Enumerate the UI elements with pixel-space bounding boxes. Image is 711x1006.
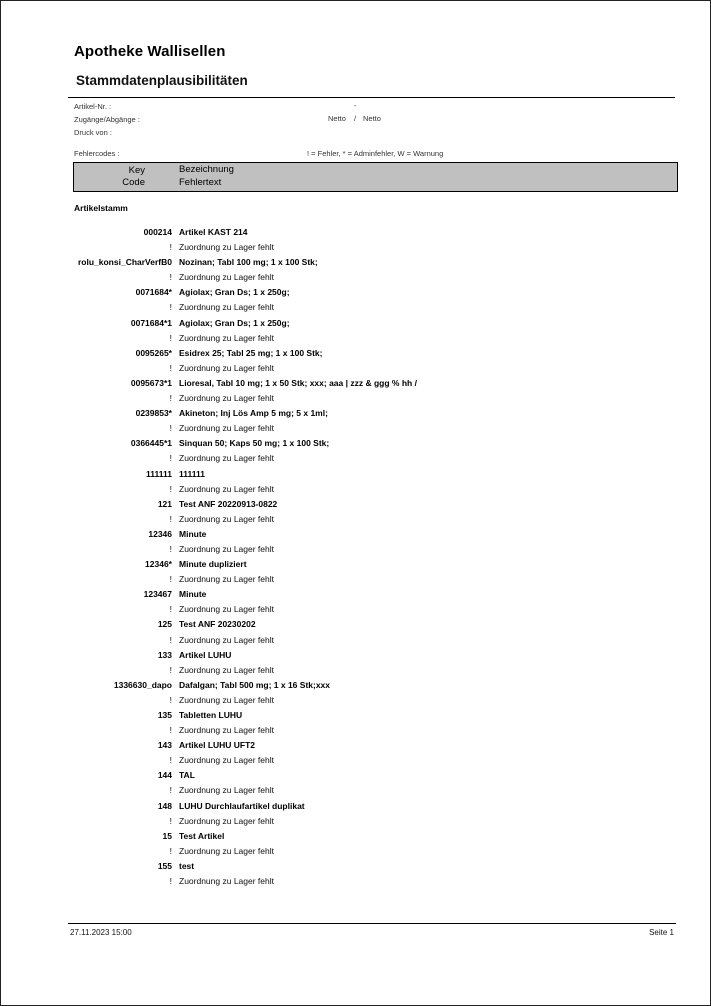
error-code: ! <box>169 483 172 494</box>
article-code: rolu_konsi_CharVerfB0 <box>77 257 172 268</box>
print-datetime: 27.11.2023 15:00 <box>70 928 132 937</box>
error-text: Zuordnung zu Lager fehlt <box>179 543 274 554</box>
error-text: Zuordnung zu Lager fehlt <box>179 362 274 373</box>
error-code: ! <box>169 725 172 736</box>
artikel-nr-value: - <box>354 101 357 110</box>
article-row <box>1 738 711 753</box>
error-text: Zuordnung zu Lager fehlt <box>179 634 274 645</box>
error-text: Zuordnung zu Lager fehlt <box>179 574 274 585</box>
error-row <box>1 874 711 889</box>
report-title: Stammdatenplausibilitäten <box>76 73 248 88</box>
error-text: Zuordnung zu Lager fehlt <box>179 332 274 343</box>
error-row <box>1 663 711 678</box>
error-row <box>1 512 711 527</box>
article-name: Sinquan 50; Kaps 50 mg; 1 x 100 Stk; <box>179 438 330 449</box>
article-name: Artikel LUHU UFT2 <box>179 740 256 751</box>
page-number: Seite 1 <box>649 928 674 937</box>
footer-divider <box>68 923 676 924</box>
error-text: Zuordnung zu Lager fehlt <box>179 272 274 283</box>
error-code: ! <box>169 574 172 585</box>
article-code: 0071684*1 <box>130 317 172 328</box>
article-name: Akineton; Inj Lös Amp 5 mg; 5 x 1ml; <box>179 408 328 419</box>
error-row <box>1 451 711 466</box>
article-row <box>1 859 711 874</box>
druck-label: Druck von : <box>74 128 112 137</box>
error-text: Zuordnung zu Lager fehlt <box>179 725 274 736</box>
article-name: test <box>179 860 195 871</box>
error-code: ! <box>169 815 172 826</box>
article-name: Dafalgan; Tabl 500 mg; 1 x 16 Stk;xxx <box>179 679 331 690</box>
error-code: ! <box>169 513 172 524</box>
error-row <box>1 542 711 557</box>
article-name: Minute <box>179 589 207 600</box>
error-row <box>1 391 711 406</box>
article-name: Test Artikel <box>179 830 225 841</box>
article-row <box>1 255 711 270</box>
error-row <box>1 361 711 376</box>
article-name: LUHU Durchlaufartikel duplikat <box>179 800 305 811</box>
article-code: 123467 <box>143 589 172 600</box>
article-name: Tabletten LUHU <box>179 710 243 720</box>
article-name: Nozinan; Tabl 100 mg; 1 x 100 Stk; <box>179 257 318 268</box>
article-code: 15 <box>162 830 172 841</box>
article-row <box>1 678 711 693</box>
error-code: ! <box>169 876 172 887</box>
article-code: 0095673*1 <box>130 377 172 388</box>
error-row <box>1 270 711 285</box>
article-row <box>1 225 711 240</box>
error-row <box>1 572 711 587</box>
error-row <box>1 814 711 829</box>
error-code: ! <box>169 785 172 796</box>
header-divider <box>68 97 675 98</box>
zugaenge-label: Zugänge/Abgänge : <box>74 115 140 124</box>
error-code: ! <box>169 362 172 373</box>
error-text: Zuordnung zu Lager fehlt <box>179 483 274 494</box>
article-name: Test ANF 20230202 <box>179 619 256 630</box>
error-code: ! <box>169 302 172 313</box>
article-code: 0366445*1 <box>130 438 172 449</box>
article-row <box>1 467 711 482</box>
fehlercodes-legend: ! = Fehler, * = Adminfehler, W = Warnung <box>307 149 444 158</box>
error-code: ! <box>169 604 172 615</box>
error-row <box>1 602 711 617</box>
error-text: Zuordnung zu Lager fehlt <box>179 604 274 615</box>
error-code: ! <box>169 423 172 434</box>
article-name: 111111 <box>179 468 206 479</box>
header-fehlertext: Fehlertext <box>179 177 222 188</box>
fehlercodes-label: Fehlercodes : <box>74 149 120 158</box>
article-name: Agiolax; Gran Ds; 1 x 250g; <box>179 287 290 298</box>
article-row <box>1 527 711 542</box>
article-code: 133 <box>157 649 172 660</box>
article-code: 111111 <box>145 468 172 479</box>
error-code: ! <box>169 694 172 705</box>
error-code: ! <box>169 664 172 675</box>
error-text: Zuordnung zu Lager fehlt <box>179 423 274 434</box>
article-code: 121 <box>157 498 172 509</box>
error-text: Zuordnung zu Lager fehlt <box>179 876 274 887</box>
error-text: Zuordnung zu Lager fehlt <box>179 453 274 464</box>
article-row <box>1 617 711 632</box>
header-bezeichnung: Bezeichnung <box>179 164 234 175</box>
error-text: Zuordnung zu Lager fehlt <box>179 755 274 766</box>
article-row <box>1 708 711 723</box>
article-row <box>1 497 711 512</box>
zugaenge-value-2: Netto <box>363 114 381 123</box>
article-row <box>1 557 711 572</box>
error-row <box>1 753 711 768</box>
article-name: Agiolax; Gran Ds; 1 x 250g; <box>179 317 290 328</box>
error-text: Zuordnung zu Lager fehlt <box>179 302 274 313</box>
error-code: ! <box>169 845 172 856</box>
article-name: Test ANF 20220913-0822 <box>179 498 278 509</box>
error-row <box>1 331 711 346</box>
article-name: Lioresal, Tabl 10 mg; 1 x 50 Stk; xxx; aaa | zzz & ggg % hh / <box>179 377 417 388</box>
article-code: 0239853* <box>135 408 172 419</box>
error-row <box>1 633 711 648</box>
article-name: Artikel LUHU <box>179 649 232 660</box>
error-text: Zuordnung zu Lager fehlt <box>179 664 274 675</box>
error-row <box>1 783 711 798</box>
article-row <box>1 346 711 361</box>
error-row <box>1 240 711 255</box>
error-text: Zuordnung zu Lager fehlt <box>179 694 274 705</box>
article-row <box>1 406 711 421</box>
article-code: 0095265* <box>135 347 172 358</box>
error-code: ! <box>169 755 172 766</box>
article-row <box>1 587 711 602</box>
artikel-nr-label: Artikel-Nr. : <box>74 102 112 111</box>
error-row <box>1 421 711 436</box>
article-name: TAL <box>179 770 195 781</box>
article-name: Esidrex 25; Tabl 25 mg; 1 x 100 Stk; <box>179 347 323 358</box>
error-text: Zuordnung zu Lager fehlt <box>179 393 274 404</box>
error-code: ! <box>169 332 172 343</box>
article-row <box>1 768 711 783</box>
article-code: 1336630_dapo <box>113 679 172 690</box>
error-row <box>1 300 711 315</box>
article-list <box>1 225 711 889</box>
error-code: ! <box>169 634 172 645</box>
error-text: Zuordnung zu Lager fehlt <box>179 242 274 253</box>
error-code: ! <box>169 393 172 404</box>
error-text: Zuordnung zu Lager fehlt <box>179 513 274 524</box>
article-code: 125 <box>157 619 172 630</box>
error-row <box>1 693 711 708</box>
error-text: Zuordnung zu Lager fehlt <box>179 785 274 796</box>
article-name: Minute <box>179 528 207 539</box>
article-row <box>1 316 711 331</box>
article-row <box>1 648 711 663</box>
table-header <box>73 162 678 192</box>
error-code: ! <box>169 543 172 554</box>
article-name: Artikel KAST 214 <box>179 227 248 237</box>
error-text: Zuordnung zu Lager fehlt <box>179 815 274 826</box>
error-text: Zuordnung zu Lager fehlt <box>179 845 274 856</box>
article-code: 143 <box>157 740 172 751</box>
article-code: 144 <box>157 770 172 781</box>
header-code: Code <box>122 177 145 188</box>
article-row <box>1 799 711 814</box>
article-code: 000214 <box>143 227 172 237</box>
error-code: ! <box>169 242 172 253</box>
article-code: 0071684* <box>135 287 172 298</box>
error-row <box>1 482 711 497</box>
error-code: ! <box>169 453 172 464</box>
article-name: Minute dupliziert <box>179 559 247 570</box>
article-row <box>1 829 711 844</box>
article-code: 12346 <box>148 528 172 539</box>
error-code: ! <box>169 272 172 283</box>
article-code: 155 <box>157 860 172 871</box>
error-row <box>1 723 711 738</box>
header-key: Key <box>128 165 145 176</box>
article-code: 148 <box>157 800 172 811</box>
article-code: 12346* <box>145 559 172 570</box>
company-title: Apotheke Wallisellen <box>74 43 226 60</box>
section-title: Artikelstamm <box>74 203 128 213</box>
article-code: 135 <box>157 710 172 720</box>
zugaenge-value-1: Netto <box>328 114 346 123</box>
article-row <box>1 436 711 451</box>
error-row <box>1 844 711 859</box>
zugaenge-separator: / <box>354 114 357 123</box>
article-row <box>1 285 711 300</box>
article-row <box>1 376 711 391</box>
